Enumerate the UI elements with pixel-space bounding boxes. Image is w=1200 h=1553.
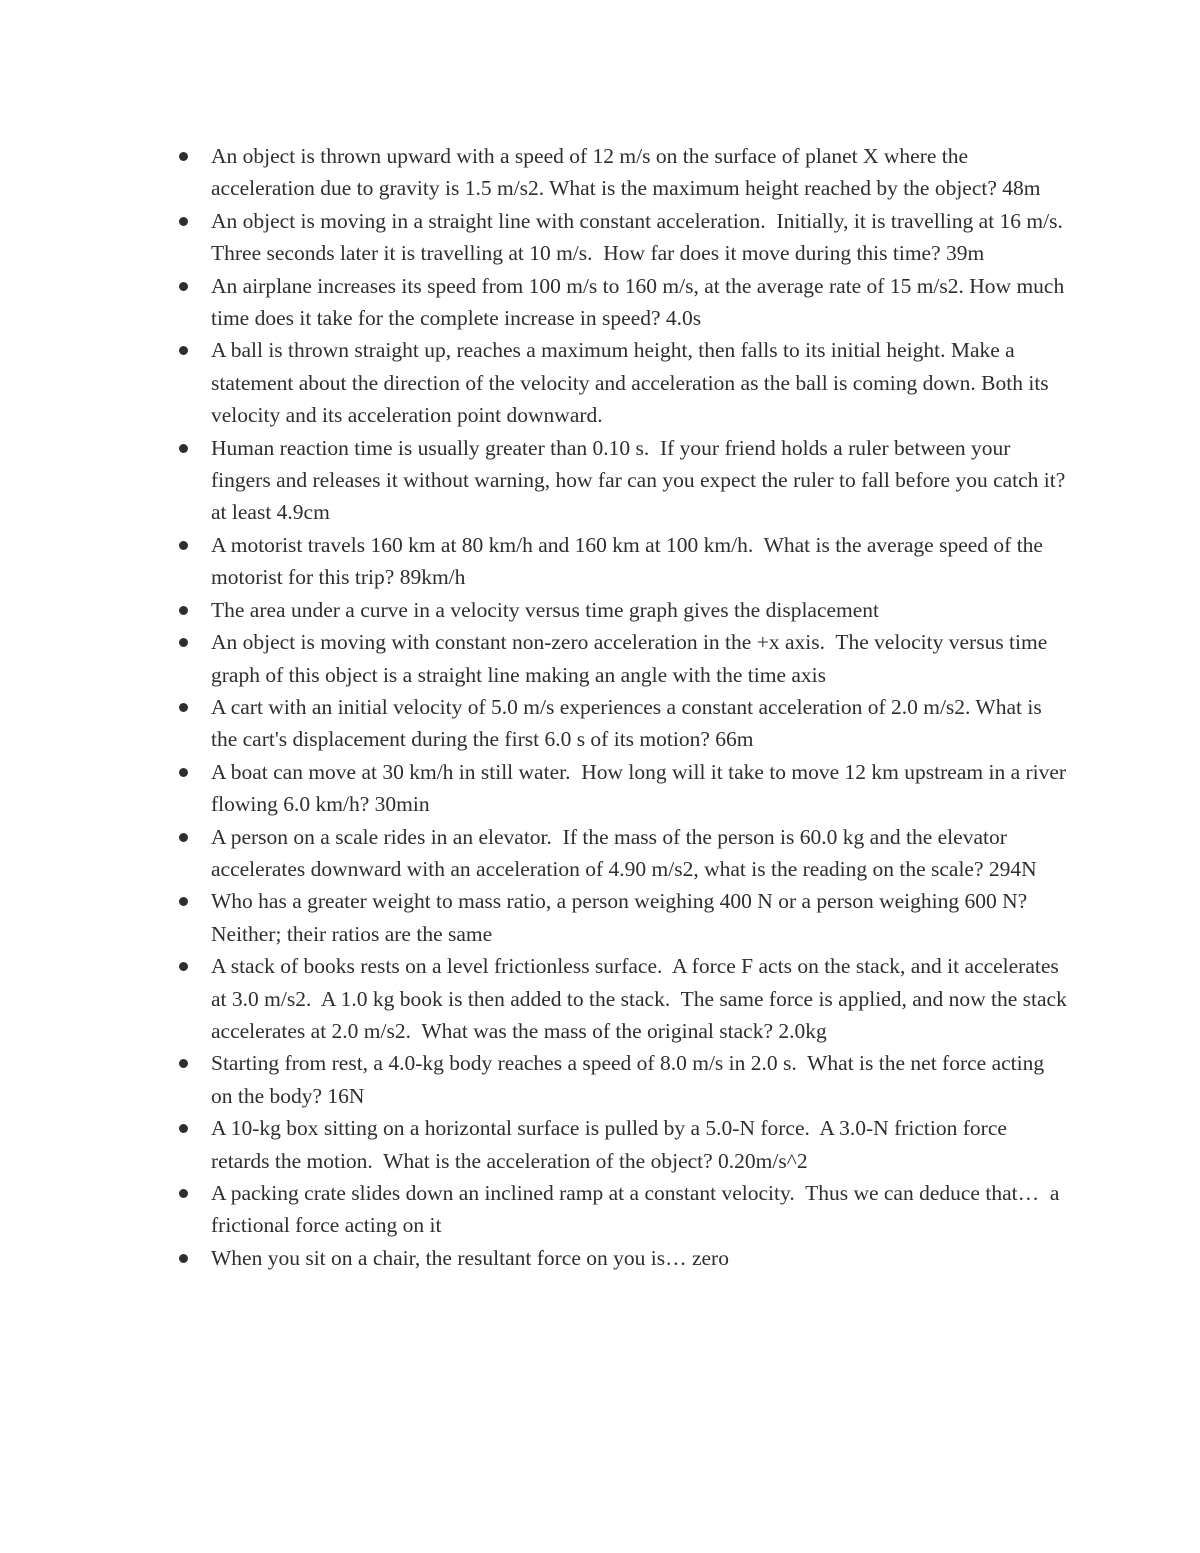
bullet-icon — [179, 962, 188, 971]
list-item-text: A 10-kg box sitting on a horizontal surface is pulled by a 5.0-N force. A 3.0-N friction force retards the motion. What is the acceleration of the object? 0.20m/s^2 — [211, 1116, 1013, 1173]
bullet-icon — [179, 703, 188, 712]
bullet-icon — [179, 282, 188, 291]
list-item-text: Starting from rest, a 4.0-kg body reaches a speed of 8.0 m/s in 2.0 s. What is the net force acting on the body? 16N — [211, 1051, 1050, 1108]
list-item-text: A boat can move at 30 km/h in still water. How long will it take to move 12 km upstream in a river flowing 6.0 km/h? 30min — [211, 759, 1072, 817]
bullet-icon — [179, 768, 188, 777]
bullet-icon — [179, 1059, 188, 1068]
list-item — [211, 1177, 1069, 1242]
bullet-icon — [179, 1254, 188, 1263]
bullet-icon — [179, 346, 188, 355]
list-item — [211, 626, 1069, 691]
bullet-icon — [179, 444, 188, 453]
list-item-text: Who has a greater weight to mass ratio, a person weighing 400 N or a person weighing 600 N? Neither; their ratios are the same — [211, 889, 1033, 946]
bullet-icon — [179, 833, 188, 842]
list-item — [211, 756, 1072, 821]
bullet-icon — [179, 1189, 188, 1198]
list-item — [211, 270, 1069, 335]
list-item — [211, 594, 1069, 626]
list-item — [211, 205, 1079, 270]
question-list — [211, 140, 1079, 1274]
list-item-text: An object is thrown upward with a speed of 12 m/s on the surface of planet X where the acceleration due to gravity is 1.5 m/s2. What is the maximum height reached by the object? 48m — [211, 144, 1041, 201]
bullet-icon — [179, 152, 188, 161]
list-item — [211, 1112, 1069, 1177]
list-item-text: A stack of books rests on a level frictionless surface. A force F acts on the stack, and it accelerates at 3.0 m/s2. A 1.0 kg book is then added to the stack. The same force is applied, and now the stack accelerates at 2.0 m/s2. What was the mass of the original stack? 2.0kg — [211, 954, 1073, 1043]
bullet-icon — [179, 606, 188, 615]
list-item-text: An object is moving with constant non-zero acceleration in the +x axis. The velocity versus time graph of this object is a straight line making an angle with the time axis — [211, 630, 1053, 687]
list-item-text: When you sit on a chair, the resultant force on you is… zero — [211, 1245, 729, 1270]
list-item — [211, 885, 1069, 950]
list-item-text: A person on a scale rides in an elevator. If the mass of the person is 60.0 kg and the elevator accelerates downward with an acceleration of 4.90 m/s2, what is the reading on the scale? 294N — [211, 824, 1037, 881]
bullet-icon — [179, 897, 188, 906]
list-item — [211, 1242, 1069, 1274]
list-item-text: A motorist travels 160 km at 80 km/h and 160 km at 100 km/h. What is the average speed of the motorist for this trip? 89km/h — [211, 532, 1049, 590]
list-item — [211, 334, 1069, 431]
list-item-text: A cart with an initial velocity of 5.0 m/s experiences a constant acceleration of 2.0 m/s2. What is the cart's displacement during the first 6.0 s of its motion? 66m — [211, 694, 1048, 752]
list-item — [211, 432, 1069, 529]
list-item-text: An object is moving in a straight line with constant acceleration. Initially, it is travelling at 16 m/s. Three seconds later it is travelling at 10 m/s. How far does it move during this time? 39m — [211, 208, 1079, 266]
bullet-icon — [179, 541, 188, 550]
list-item-text: A ball is thrown straight up, reaches a maximum height, then falls to its initial height. Make a statement about the direction of the velocity and acceleration as the ball is coming down. Both its velocity and its acceleration point downward. — [211, 338, 1055, 428]
list-item — [211, 140, 1069, 205]
list-item-text: The area under a curve in a velocity versus time graph gives the displacement — [211, 597, 880, 622]
bullet-icon — [179, 1124, 188, 1133]
list-item — [211, 691, 1069, 756]
list-item-text: A packing crate slides down an inclined ramp at a constant velocity. Thus we can deduce that… a frictional force acting on it — [211, 1181, 1065, 1238]
list-item-text: Human reaction time is usually greater than 0.10 s. If your friend holds a ruler between your fingers and releases it without warning, how far can you expect the ruler to fall before you catch it? at least 4.9cm — [211, 435, 1071, 525]
list-item — [211, 950, 1073, 1047]
list-item — [211, 1047, 1069, 1112]
list-item — [211, 529, 1069, 594]
bullet-icon — [179, 217, 188, 226]
list-item — [211, 821, 1069, 886]
bullet-icon — [179, 638, 188, 647]
list-item-text: An airplane increases its speed from 100 m/s to 160 m/s, at the average rate of 15 m/s2. How much time does it take for the complete increase in speed? 4.0s — [211, 273, 1070, 331]
